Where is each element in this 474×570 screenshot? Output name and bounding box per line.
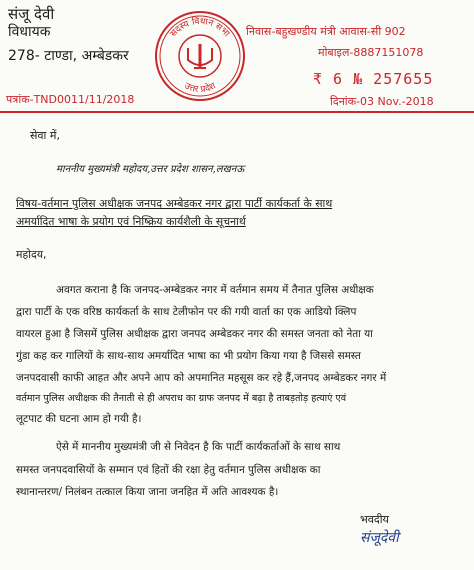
salutation: सेवा में, bbox=[30, 129, 60, 142]
sender-designation: विधायक bbox=[8, 24, 51, 40]
subject-line-2: अमर्यादित भाषा के प्रयोग एवं निष्क्रिय कार्यशैली के सूचनार्थ bbox=[16, 215, 246, 228]
letterhead-divider bbox=[0, 111, 474, 113]
residence-address: निवास-बहुखण्डीय मंत्री आवास-सी 902 bbox=[246, 25, 406, 38]
sender-name: संजू देवी bbox=[8, 5, 55, 23]
paragraph-2-line: स्थानान्तरण/ निलंबन तत्काल किया जाना जनहित में अति आवश्यक है। bbox=[16, 486, 279, 498]
subject-line-1: विषय-वर्तमान पुलिस अधीक्षक जनपद अम्बेडकर नगर द्वारा पार्टी कार्यकर्ता के साथ bbox=[16, 197, 333, 210]
serial-number: ₹ 6 № 257655 bbox=[313, 70, 434, 88]
paragraph-2-line: समस्त जनपदवासियों के सम्मान एवं हितों की रक्षा हेतु वर्तमान पुलिस अधीक्षक का bbox=[16, 464, 321, 476]
svg-text:उत्तर प्रदेश bbox=[183, 81, 219, 95]
closing: भवदीय bbox=[360, 513, 389, 526]
paragraph-1-line: वायरल हुआ है जिसमें पुलिस अधीक्षक द्वारा जनपद अम्बेडकर नगर की समस्त जनता को नेता या bbox=[16, 328, 373, 340]
paragraph-1-line: द्वारा पार्टी के एक वरिष्ठ कार्यकर्ता के साथ टेलीफोन पर की गयी वार्ता का एक आडियो क्लिप bbox=[16, 306, 357, 318]
paragraph-2-line: ऐसे में माननीय मुख्यमंत्री जी से निवेदन है कि पार्टी कार्यकर्ताओं के साथ साथ bbox=[56, 441, 341, 453]
greeting: महोदय, bbox=[16, 248, 47, 261]
addressee: माननीय मुख्यमंत्री महोदय,उत्तर प्रदेश शासन,लखनऊ bbox=[56, 164, 245, 175]
paragraph-1-line: गुंडा कह कर गालियों के साथ-साथ अमर्यादित भाषा का भी प्रयोग किया गया है जिससे समस्त bbox=[16, 350, 361, 362]
paragraph-1-line: जनपदवासी काफी आहत और अपने आप को अपमानित महसूस कर रहे हैं,जनपद अम्बेडकर नगर में bbox=[16, 372, 387, 384]
assembly-seal-icon bbox=[150, 4, 250, 104]
seal-top-text: सदस्य विधान सभा bbox=[168, 16, 232, 40]
letter-date: दिनांक-03 Nov.-2018 bbox=[330, 95, 434, 108]
paragraph-1-line: वर्तमान पुलिस अधीक्षक की तैनाती से ही अपराध का ग्राफ जनपद में बढ़ा है ताबड़तोड़ हत्याएं एवं bbox=[16, 393, 347, 404]
mobile-number: मोबाइल-8887151078 bbox=[318, 46, 424, 59]
sender-constituency: 278- टाण्डा, अम्बेडकर bbox=[8, 48, 129, 64]
reference-number: पत्रांक-TND0011/11/2018 bbox=[6, 93, 135, 106]
signature: संजूदेवी bbox=[360, 530, 399, 546]
paragraph-1-line: लूटपाट की घटना आम हो गयी है। bbox=[16, 413, 142, 425]
paragraph-1-line: अवगत कराना है कि जनपद-अम्बेडकर नगर में वर्तमान समय में तैनात पुलिस अधीक्षक bbox=[56, 284, 374, 296]
seal-bottom-text: उत्तर प्रदेश bbox=[182, 81, 218, 96]
